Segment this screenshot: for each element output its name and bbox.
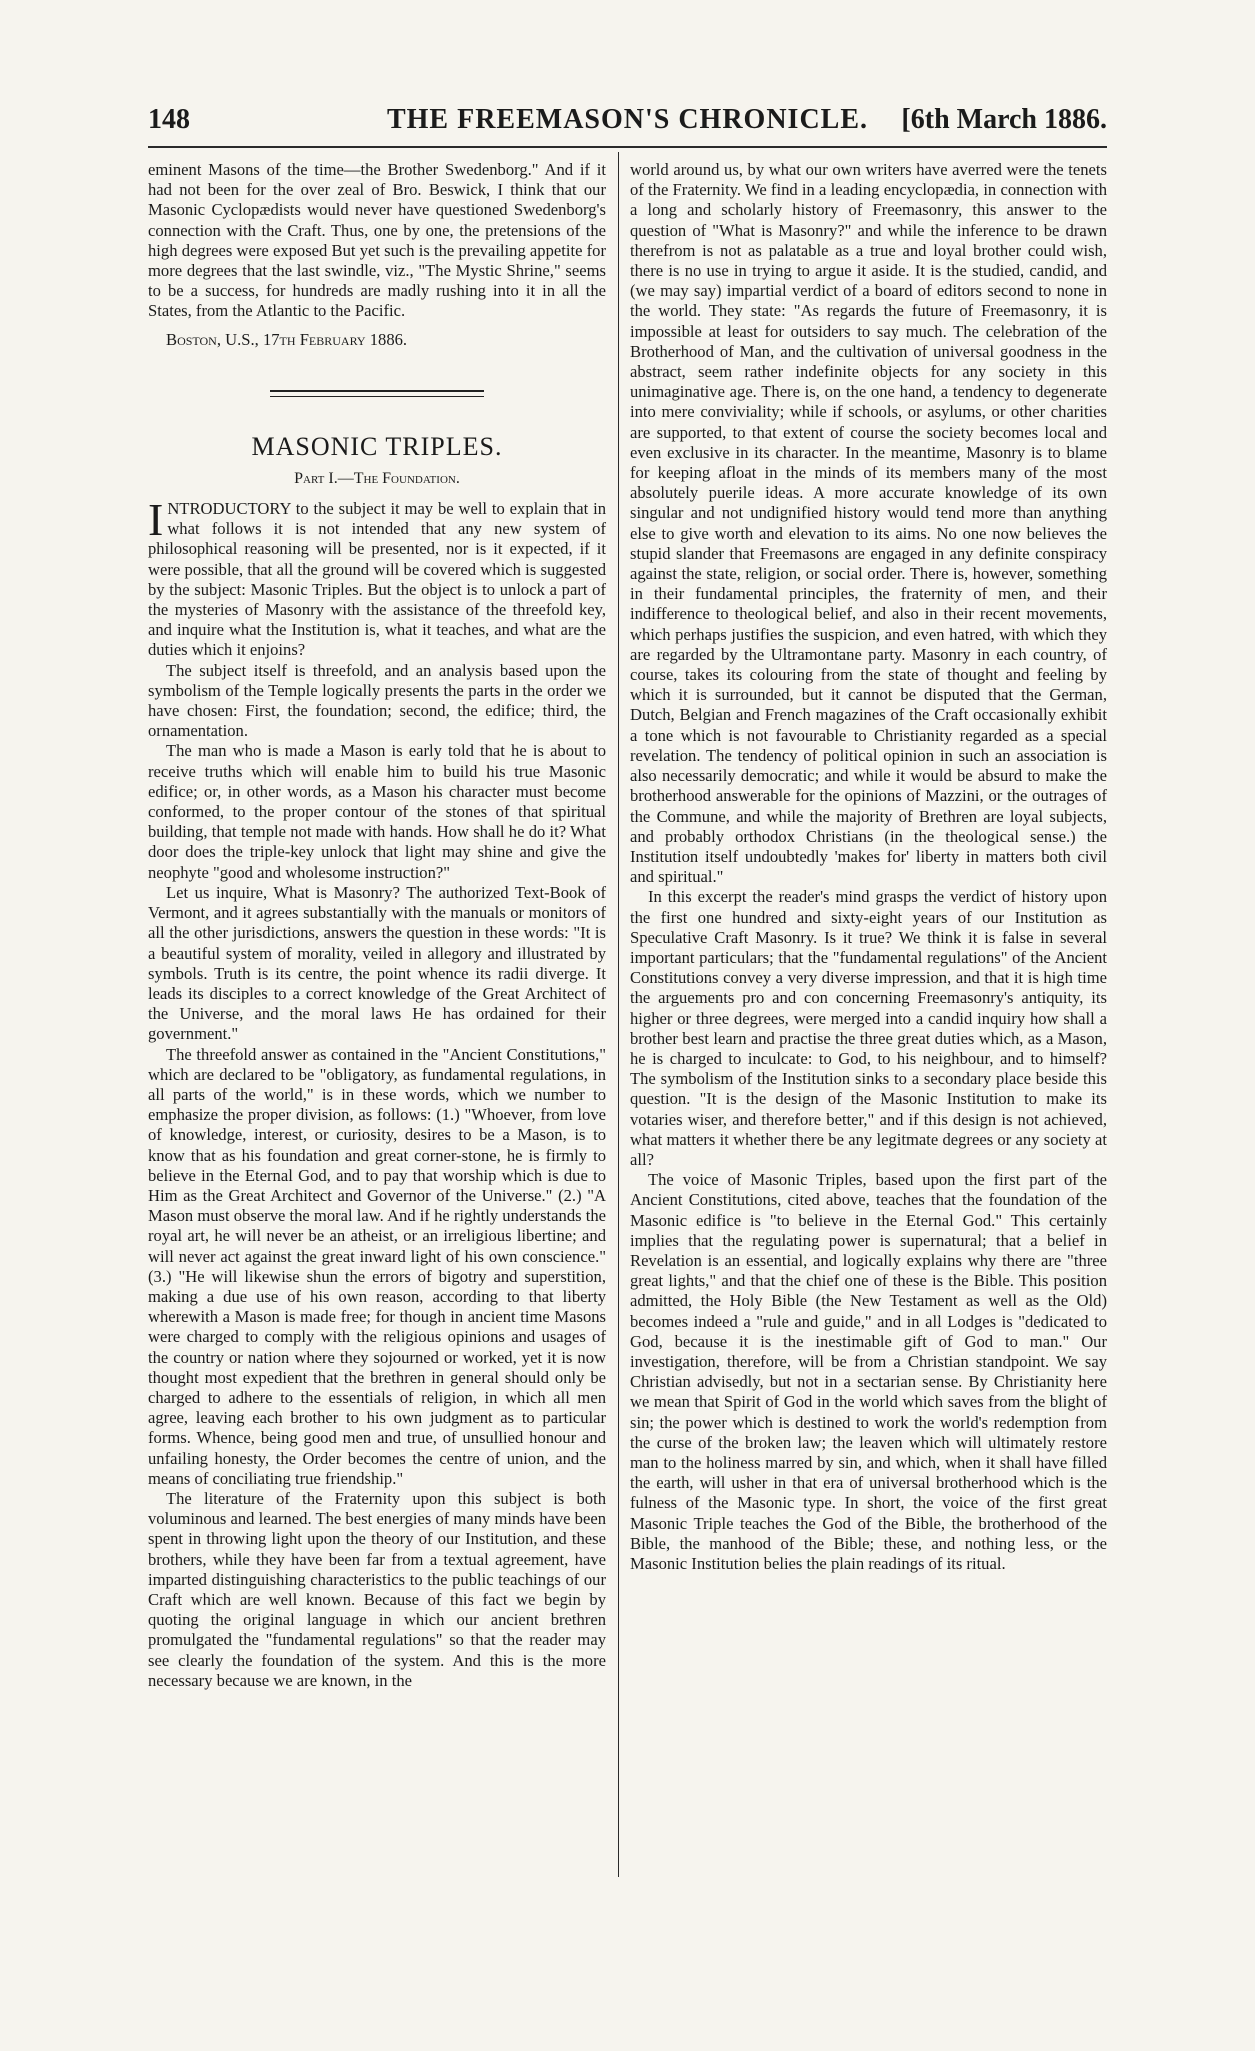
left-column — [148, 160, 606, 1691]
article-subtitle: Part I.—The Foundation. — [294, 469, 460, 487]
continued-paragraph: eminent Masons of the time—the Brother Swedenborg." And if it had not been for the over zeal of Bro. Beswick, I think that our Masonic Cyclopædists would never have questioned Swedenborg's connection with the Craft. Thus, one by one, the pretensions of the high degrees were exposed But yet such is the prevailing appetite for more degrees that the last swindle, viz., "The Mystic Shrine," seems to be a success, for hundreds are madly rushing into it in all the States, from the Atlantic to the Pacific. — [148, 160, 606, 321]
article-paragraph: The man who is made a Mason is early told that he is about to receive truths which will enable him to build his true Masonic edifice; or, in other words, as a Mason his character must become conformed, to the proper contour of the stones of that spiritual building, that temple not made with hands. How shall he do it? What door does the triple-key unlock that light may shine and give the neophyte "good and wholesome instruction?" — [148, 741, 606, 882]
article-paragraph: The voice of Masonic Triples, based upon the first part of the Ancient Constitutions, cited above, teaches that the foundation of the Masonic edifice is "to believe in the Eternal God." This certainly implies that the regulating power is supernatural; that a belief in Revelation is an essential, and logically explains why there are "three great lights," and that the chief one of these is the Bible. This position admitted, the Holy Bible (the New Testament as well as the Old) becomes indeed a "rule and guide," and in all Lodges is "dedicated to God, because it is the inestimable gift of God to man." Our investigation, therefore, will be from a Christian standpoint. We say Christian advisedly, but not in a sectarian sense. By Christianity here we mean that Spirit of God in the world which saves from the blight of sin; the power which is destined to work the world's redemption from the curse of the broken law; the leaven which will ultimately restore man to the holiness marred by sin, and which, when it shall have filled the earth, will usher in that era of universal brotherhood which is the fulness of the Masonic type. In short, the voice of the first great Masonic Triple teaches the God of the Bible, the brotherhood of the Bible, the manhood of the Bible; these, and nothing less, or the Masonic Institution belies the plain readings of its ritual. — [630, 1170, 1107, 1574]
article-paragraph: The threefold answer as contained in the "Ancient Constitutions," which are declared to be "obligatory, as fundamental regulations, in all parts of the world," is in these words, which we number to emphasize the proper division, as follows: (1.) "Whoever, from love of knowledge, interest, or curiosity, desires to be a Mason, is to know that as his foundation and great corner-stone, he is firmly to believe in the Eternal God, and to pay that worship which is due to Him as the Great Architect and Governor of the Universe." (2.) "A Mason must observe the moral law. And if he rightly understands the royal art, he will never be an atheist, or an irreligious libertine; and will never act against the great inward light of his own conscience." (3.) "He will likewise shun the errors of bigotry and superstition, making a due use of his own reason, according to that liberty wherewith a Mason is made free; for though in ancient time Masons were charged to comply with the religious opinions and usages of the country or nation where they sojourned or worked, yet it is now thought most expedient that the brethren in general should only be charged to adhere to the essentials of religion, in which all men agree, leaving each brother to his own judgment as to particular forms. Whence, being good men and true, of unsullied honour and unfailing honesty, the Order becomes the centre of union, and the means of conciliating true friendship." — [148, 1044, 606, 1488]
article-paragraph: The literature of the Fraternity upon this subject is both voluminous and learned. The best energies of many minds have been spent in throwing light upon the theory of our Institution, and these brothers, while they have been far from a textual agreement, have imparted distinguishing characteristics to the public teachings of our Craft which are well known. Because of this fact we begin by quoting the original language in which our ancient brethren promulgated the "fundamental regulations" so that the reader may see clearly the foundation of the system. And this is the more necessary because we are known, in the — [148, 1488, 606, 1690]
column-divider — [618, 152, 619, 1877]
issue-date: [6th March 1886. — [901, 104, 1107, 135]
header-rule — [148, 146, 1107, 148]
article-paragraph: In this excerpt the reader's mind grasps the verdict of history upon the first one hundred and sixty-eight years of our Institution as Speculative Craft Masonry. Is it true? We think it is false in several important particulars; that the "fundamental regulations" of the Ancient Constitutions convey a very diverse impression, and that it is high time the arguements pro and con concerning Freemasonry's antiquity, its higher or three degrees, were merged into a candid inquiry how shall a brother best learn and practise the three great duties which, as a Mason, he is charged to inculcate: to God, to his neighbour, and to himself? The symbolism of the Institution sinks to a secondary place beside this question. "It is the design of the Masonic Institution to make its votaries wiser, and therefore better," and if this design is not achieved, what matters it whether there be any legitmate degrees or any society at all? — [630, 887, 1107, 1169]
masthead-title: THE FREEMASON'S CHRONICLE. — [386, 104, 869, 135]
dateline: Boston, U.S., 17th February 1886. — [166, 329, 408, 349]
article-paragraph — [148, 494, 606, 661]
drop-cap: I — [148, 494, 164, 546]
page-header — [148, 104, 1107, 144]
section-rule — [270, 390, 484, 397]
page-number: 148 — [148, 104, 190, 135]
article-title: MASONIC TRIPLES. — [251, 431, 503, 461]
paragraph-text: NTRODUCTORY to the subject it may be well to explain that in what follows it is not intended that any new system of philosophical reasoning will be presented, nor is it expected, if it were possible, that all the ground will be covered which is suggested by the subject: Masonic Triples. But the object is to unlock a part of the mysteries of Masonry with the assistance of the threefold key, and inquire what the Institution is, what it teaches, and what are the duties which it enjoins? — [148, 499, 606, 660]
right-column — [630, 160, 1107, 1574]
article-paragraph: The subject itself is threefold, and an analysis based upon the symbolism of the Temple logically presents the parts in the order we have chosen: First, the foundation; second, the edifice; third, the ornamentation. — [148, 660, 606, 741]
article-paragraph: world around us, by what our own writers have averred were the tenets of the Fraternity. We find in a leading encyclopædia, in connection with a long and scholarly history of Freemasonry, this answer to the question of "What is Masonry?" and while the inference to be drawn therefrom is not as palatable as a true and loyal brother could wish, there is no use in trying to argue it aside. It is the studied, candid, and (we may say) impartial verdict of a board of editors second to none in the world. They state: "As regards the future of Freemasonry, it is impossible at least for outsiders to say much. The celebration of the Brotherhood of Man, and the cultivation of universal goodness in the abstract, seem rather indefinite objects for any society in this unimaginative age. There is, on the one hand, a tendency to degenerate into mere conviviality; while if schools, or asylums, or other charities are supported, to that extent of course the society becomes local and even exclusive in its character. In the meantime, Masonry is to blame for keeping afloat in the minds of its members many of the most absolutely puerile ideas. A more accurate knowledge of its own singular and not undignified history would tend more than anything else to give worth and elevation to its aims. No one now believes the stupid slander that Freemasons are engaged in any definite conspiracy against the state, religion, or social order. There is, however, something in their fundamental principles, the fraternity of men, and their indifference to theological belief, and also in their recent movements, which perhaps justifies the suspicion, and even hatred, with which they are regarded by the Ultramontane party. Masonry in each country, of course, takes its colouring from the state of thought and feeling by which it is surrounded, but it cannot be disputed that the German, Dutch, Belgian and French magazines of the Craft occasionally exhibit a tone which is not favourable to Christianity regarded as a special revelation. The tendency of political opinion in such an association is also necessarily democratic; and while it would be absurd to make the brotherhood answerable for the opinions of Mazzini, or the outrages of the Commune, and while the majority of Brethren are loyal subjects, and probably orthodox Christians (in the theological sense.) the Institution itself undoubtedly 'makes for' liberty in matters both civil and spiritual." — [630, 160, 1107, 887]
article-paragraph: Let us inquire, What is Masonry? The authorized Text-Book of Vermont, and it agrees substantially with the manuals or monitors of all the other jurisdictions, answers the question in these words: "It is a beautiful system of morality, veiled in allegory and illustrated by symbols. Truth is its centre, the point whence its radii diverge. It leads its disciples to a correct knowledge of the Great Architect of the Universe, and the moral laws He has ordained for their government." — [148, 882, 606, 1044]
